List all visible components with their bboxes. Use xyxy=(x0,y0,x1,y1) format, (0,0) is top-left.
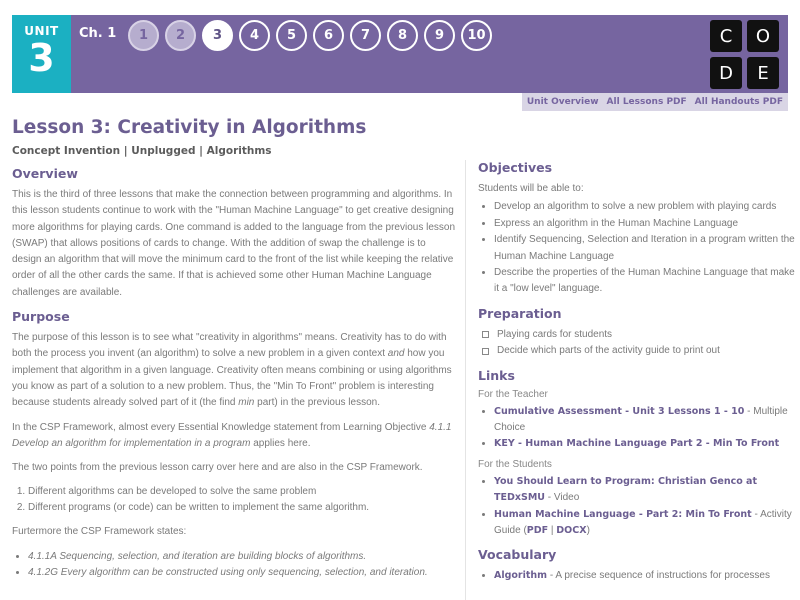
objectives-intro: Students will be able to: xyxy=(478,183,584,194)
list-item xyxy=(494,436,795,452)
list-item: • 4.1.2G Every algorithm can be constructed using only sequencing, selection, and iteration. xyxy=(28,565,457,581)
links-heading: Links xyxy=(478,367,515,383)
lesson-bubble-10[interactable]: 10 xyxy=(461,20,492,51)
framework-list xyxy=(28,549,457,582)
lesson-bubble-9[interactable]: 9 xyxy=(424,20,455,51)
vocabulary-heading: Vocabulary xyxy=(478,547,557,563)
emphasis: and xyxy=(387,348,405,360)
code-org-logo[interactable] xyxy=(710,20,782,90)
cumulative-assessment-link[interactable]: Cumulative Assessment - Unit 3 Lessons 1 - 10 xyxy=(494,405,745,417)
unit-overview-link[interactable]: Unit Overview xyxy=(526,97,599,107)
main-column xyxy=(12,166,457,588)
objectives-heading: Objectives xyxy=(478,160,553,175)
list-item: 1. Different algorithms can be developed to solve the same problem xyxy=(28,484,457,500)
checkbox[interactable] xyxy=(482,348,489,355)
lesson-bubble-7[interactable]: 7 xyxy=(350,20,381,51)
list-item xyxy=(494,568,795,584)
logo-letter-o: O xyxy=(747,20,779,52)
checklist-label: Playing cards for students xyxy=(497,328,613,340)
purpose-paragraph-4: Furtermore the CSP Framework states: xyxy=(12,526,187,538)
overview-text: This is the third of three lessons that make the connection between programming and algorithms. In this lesson students continue to work with the "Human Machine Language" to get creative designing more algorithms for playing cards. One command is added to the language from the previous lesson (SWAP) that allows positions of cards to change. With the addition of swap the challenge is to design an algorithm that will move the minimum card to the front of the list while keeping the relative order of all the other cards the same. If that is achieved some other Human Machine Language challenges are available. xyxy=(12,189,456,298)
logo-letter-c: C xyxy=(710,20,742,52)
all-handouts-pdf-link[interactable]: All Handouts PDF xyxy=(694,97,783,107)
lesson-bubble-5[interactable]: 5 xyxy=(276,20,307,51)
list-item: • Identify Sequencing, Selection and Iteration in a program written the Human Machine Language xyxy=(494,232,795,265)
purpose-paragraph-2 xyxy=(12,420,457,453)
checkbox[interactable] xyxy=(482,331,489,338)
student-links xyxy=(494,474,795,540)
checklist-item xyxy=(482,343,795,359)
lesson-bubble-3[interactable]: 3 xyxy=(202,20,233,51)
preparation-list xyxy=(482,327,795,360)
list-item xyxy=(494,507,795,540)
list-item: • 4.1.1A Sequencing, selection, and iteration are building blocks of algorithms. xyxy=(28,549,457,565)
list-item xyxy=(494,404,795,437)
objectives-list xyxy=(494,199,795,297)
vocabulary-list xyxy=(494,568,795,584)
separator: | xyxy=(548,524,557,536)
for-students-label: For the Students xyxy=(478,458,552,470)
lesson-bubble-4[interactable]: 4 xyxy=(239,20,270,51)
vocab-definition: - A precise sequence of instructions for processes xyxy=(547,570,770,582)
purpose-heading: Purpose xyxy=(12,309,70,325)
unit-header xyxy=(12,15,788,93)
text-span: ) xyxy=(586,524,590,536)
list-item: 2. Different programs (or code) can be written to implement the same algorithm. xyxy=(28,500,457,516)
logo-letter-e: E xyxy=(747,57,779,89)
purpose-paragraph-1 xyxy=(12,330,457,411)
text-span: In the CSP Framework, almost every Essential Knowledge statement from Learning Objective xyxy=(12,421,430,433)
pdf-link[interactable]: PDF xyxy=(526,524,549,536)
checklist-label: Decide which parts of the activity guide to print out xyxy=(497,345,720,357)
lesson-navigation xyxy=(128,20,492,51)
overview-heading: Overview xyxy=(12,166,78,181)
checklist-item xyxy=(482,327,795,343)
learning-objective-ref: 4.1.1 Develop an algorithm for implementation in a program xyxy=(12,421,452,449)
vocab-term: Algorithm xyxy=(494,570,548,582)
lesson-title: Lesson 3: Creativity in Algorithms xyxy=(12,117,367,138)
resource-links xyxy=(522,93,788,111)
lesson-bubble-1[interactable]: 1 xyxy=(128,20,159,51)
all-lessons-pdf-link[interactable]: All Lessons PDF xyxy=(606,97,687,107)
text-span: how you implement that algorithm in a given language. Creativity often means combining or using algorithms you know as part of a solution to a new problem. Thus, the "Min To Front" problem is interesting because students already solved part of it (the find xyxy=(12,348,452,409)
lesson-bubble-6[interactable]: 6 xyxy=(313,20,344,51)
lesson-bubble-2[interactable]: 2 xyxy=(165,20,196,51)
purpose-paragraph-3: The two points from the previous lesson carry over here and are also in the CSP Framework. xyxy=(12,462,423,474)
link-type: - Video xyxy=(545,492,580,504)
learn-to-program-video-link[interactable]: You Should Learn to Program: Christian Genco at TEDxSMU xyxy=(494,475,758,504)
list-item xyxy=(494,474,795,507)
unit-number: 3 xyxy=(28,36,55,80)
list-item: • Develop an algorithm to solve a new problem with playing cards xyxy=(494,199,795,215)
link-type: - Activity Guide ( xyxy=(494,508,792,536)
docx-link[interactable]: DOCX xyxy=(556,524,587,536)
numbered-points xyxy=(28,484,457,516)
list-item: • Express an algorithm in the Human Machine Language xyxy=(494,216,795,232)
link-type: - Multiple Choice xyxy=(494,405,788,433)
lesson-bubble-8[interactable]: 8 xyxy=(387,20,418,51)
text-span: The purpose of this lesson is to see what "creativity in algorithms" means. Creativity has to do with both the process you invent (an algorithm) to solve a new problem in a given context xyxy=(12,332,447,360)
text-span: applies here. xyxy=(250,437,311,449)
logo-letter-d: D xyxy=(710,57,742,89)
chapter-label: Ch. 1 xyxy=(79,26,117,41)
lesson-tags: Concept Invention | Unplugged | Algorithms xyxy=(12,145,272,157)
preparation-heading: Preparation xyxy=(478,305,562,321)
list-item: • Describe the properties of the Human Machine Language that make it a "low level" language. xyxy=(494,265,795,298)
text-span: part) in the previous lesson. xyxy=(254,397,380,409)
key-hml-part2-link[interactable]: KEY - Human Machine Language Part 2 - Min To Front xyxy=(494,438,780,450)
for-teacher-label: For the Teacher xyxy=(478,388,548,400)
unit-badge[interactable] xyxy=(12,15,71,93)
sidebar-column xyxy=(465,160,795,600)
hml-part2-activity-link[interactable]: Human Machine Language - Part 2: Min To Front xyxy=(494,508,752,520)
unit-label: UNIT xyxy=(24,24,59,38)
emphasis: min xyxy=(238,397,255,409)
teacher-links xyxy=(494,404,795,453)
